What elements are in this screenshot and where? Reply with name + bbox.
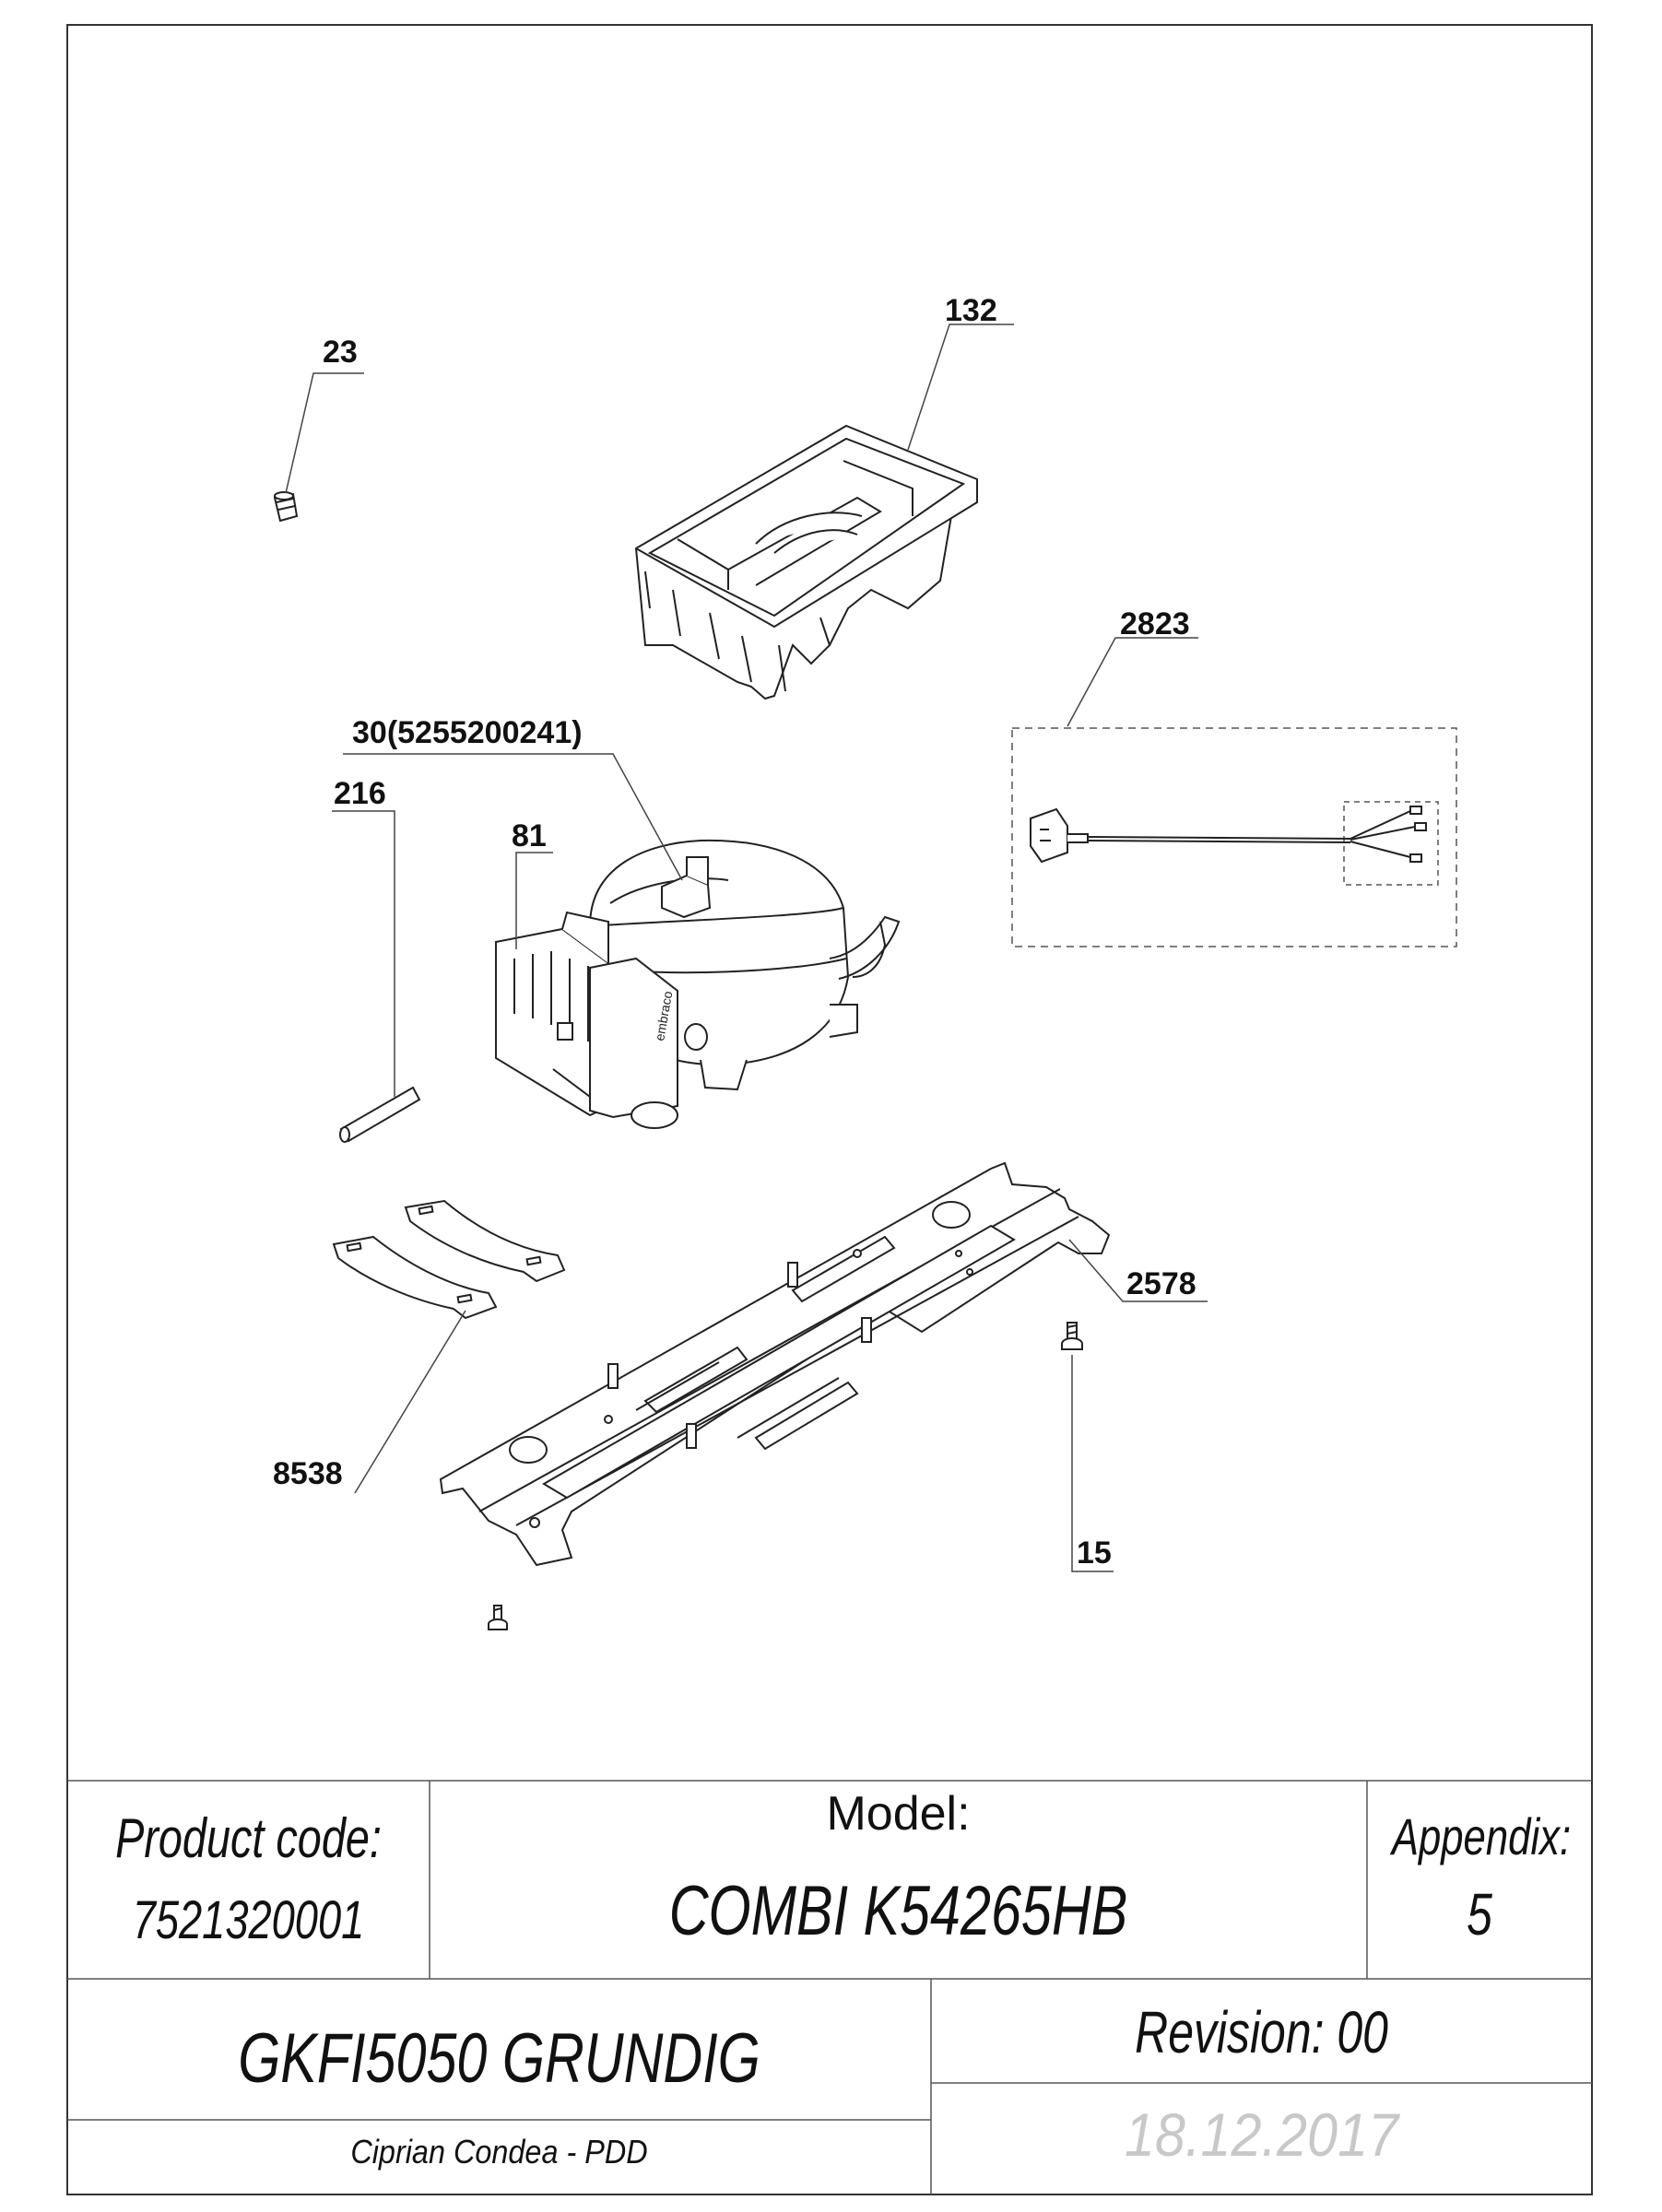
leader-23 [286, 373, 364, 493]
callout-23: 23 [323, 335, 358, 370]
author: Ciprian Condea - PDD [350, 2133, 648, 2171]
callout-81: 81 [512, 818, 547, 853]
part-132-drip-tray [636, 426, 977, 699]
product-name: GKFI5050 GRUNDIG [238, 2019, 760, 2098]
compressor-brand-label: embraco [652, 990, 676, 1042]
appendix-label: Appendix: [1391, 1807, 1572, 1865]
callout-2823: 2823 [1120, 606, 1190, 641]
part-2823-power-cable [1031, 806, 1426, 862]
part-23-grommet [275, 492, 297, 521]
part-2578-base-plate [441, 1163, 1109, 1565]
callout-8538: 8538 [273, 1456, 343, 1491]
date: 18.12.2017 [1124, 2100, 1399, 2169]
leader-132 [908, 324, 1014, 450]
part-15-screw-left [489, 1606, 507, 1630]
callout-30: 30(5255200241) [352, 715, 583, 750]
leader-2823 [1067, 638, 1198, 726]
product-code-label: Product code: [115, 1807, 382, 1869]
revision: Revision: 00 [1135, 1999, 1388, 2065]
callout-15: 15 [1077, 1535, 1112, 1571]
appendix-value: 5 [1467, 1881, 1492, 1947]
callout-132: 132 [945, 293, 997, 328]
product-code-value: 7521320001 [132, 1890, 365, 1950]
part-8538-pads [334, 1201, 564, 1318]
model-value: COMBI K54265HB [668, 1872, 1128, 1950]
callout-2578: 2578 [1126, 1266, 1196, 1301]
part-15-screw-right [1062, 1323, 1082, 1349]
model-label: Model: [826, 1787, 971, 1841]
callout-216: 216 [334, 776, 386, 811]
leader-216 [332, 811, 395, 1097]
part-216-tube [340, 1088, 419, 1142]
leader-8538 [355, 1311, 466, 1493]
